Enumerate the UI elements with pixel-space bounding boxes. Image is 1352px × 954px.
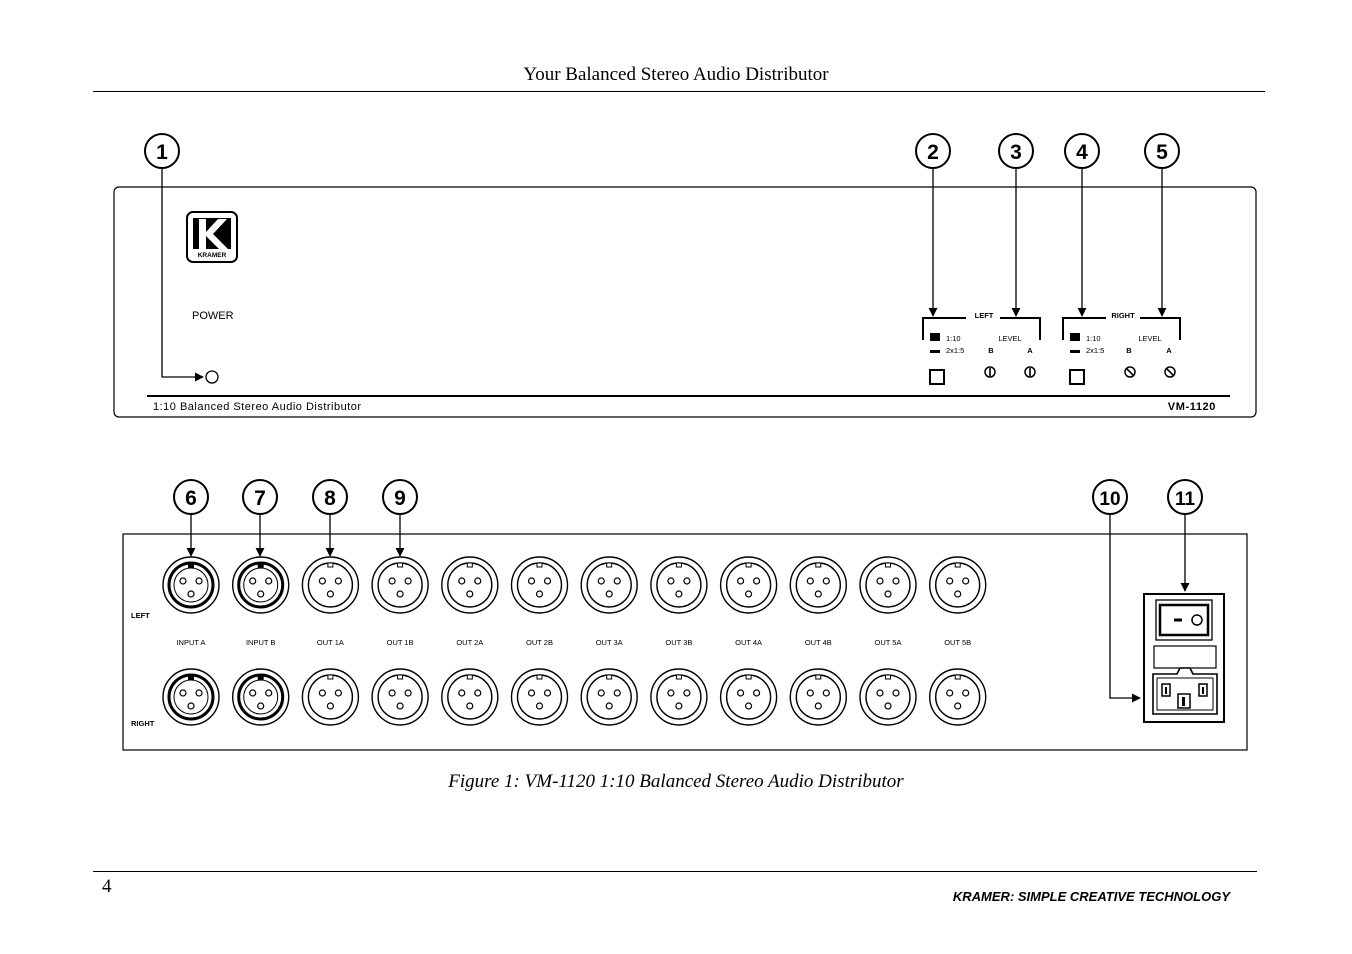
left-out-3b-xlr-connector[interactable] [651,557,707,613]
right-out-5b-xlr-connector[interactable] [930,669,986,725]
callout-3 [999,134,1033,168]
connector-label: OUT 2B [526,638,553,647]
callout-7 [243,480,277,514]
kramer-logo-text: KRAMER [197,252,227,259]
left-level-label: LEVEL [998,334,1022,343]
right-out-5a-xlr-connector[interactable] [860,669,916,725]
power-led [206,371,218,383]
svg-text:7: 7 [254,487,266,510]
callout-9 [383,480,417,514]
svg-text:4: 4 [1076,141,1088,164]
footer-tagline: KRAMER: SIMPLE CREATIVE TECHNOLOGY [952,889,1230,904]
svg-text:3: 3 [1010,141,1022,164]
right-level-label: LEVEL [1138,334,1162,343]
rear-left-row-label: LEFT [131,611,150,620]
right-out-1b-xlr-connector[interactable] [372,669,428,725]
connector-label: OUT 4A [735,638,763,647]
left-b-label: B [988,346,994,355]
callout-2 [916,134,950,168]
connector-label: INPUT B [245,638,276,647]
footer-rule [93,871,1257,872]
callout-11 [1168,480,1202,514]
left-out-5b-xlr-connector[interactable] [930,557,986,613]
callout-5 [1145,134,1179,168]
left-mode-2-label: 2x1:5 [946,346,965,355]
left-level-a-trimmer[interactable] [1025,367,1035,377]
right-mode-2-label: 2x1:5 [1086,346,1105,355]
right-input-a-xlr-connector[interactable] [163,669,219,725]
callout-10 [1093,480,1127,514]
kramer-logo [187,212,237,262]
left-mode-button[interactable] [930,370,944,384]
left-out-3a-xlr-connector[interactable] [581,557,637,613]
connector-label: OUT 4B [804,638,832,647]
right-out-3a-xlr-connector[interactable] [581,669,637,725]
right-control-group [1063,311,1180,384]
right-level-a-trimmer[interactable] [1165,367,1175,377]
page-number: 4 [102,876,112,897]
mode-2-indicator-icon [930,350,940,353]
model-label: VM-1120 [1167,401,1216,413]
callout-1-leader [162,168,203,377]
left-out-2b-xlr-connector[interactable] [512,557,568,613]
connector-label: OUT 3A [595,638,623,647]
left-control-group [923,311,1040,384]
left-out-5a-xlr-connector[interactable] [860,557,916,613]
rear-right-row-label: RIGHT [131,719,155,728]
connector-label: OUT 5A [874,638,902,647]
left-level-b-trimmer[interactable] [985,367,995,377]
left-input-a-xlr-connector[interactable] [163,557,219,613]
svg-text:11: 11 [1174,489,1196,510]
left-out-1b-xlr-connector[interactable] [372,557,428,613]
xlr-connectors [163,557,986,725]
svg-text:8: 8 [324,487,336,510]
mode-1-indicator-icon [930,333,940,341]
callout-6 [174,480,208,514]
mains-power-socket[interactable] [1153,668,1217,714]
product-description: 1:10 Balanced Stereo Audio Distributor [153,401,362,413]
power-rocker-switch[interactable] [1160,605,1208,635]
right-b-label: B [1126,346,1132,355]
left-out-4a-xlr-connector[interactable] [721,557,777,613]
connector-label: OUT 1A [316,638,344,647]
connector-label: INPUT A [176,638,206,647]
right-out-4a-xlr-connector[interactable] [721,669,777,725]
right-a-label: A [1166,346,1172,355]
left-mode-1-label: 1:10 [946,334,961,343]
mode-1-indicator-icon [1070,333,1080,341]
svg-text:10: 10 [1099,489,1121,510]
left-input-b-xlr-connector[interactable] [233,557,289,613]
right-mode-button[interactable] [1070,370,1084,384]
figure-caption: Figure 1: VM-1120 1:10 Balanced Stereo Audio Distributor [448,771,904,792]
callout-1 [145,134,179,168]
callout-10-leader [1110,514,1140,698]
right-out-1a-xlr-connector[interactable] [302,669,358,725]
left-out-1a-xlr-connector[interactable] [302,557,358,613]
power-label: POWER [192,310,234,322]
right-mode-1-label: 1:10 [1086,334,1101,343]
page-header-title: Your Balanced Stereo Audio Distributor [523,64,829,85]
callout-4 [1065,134,1099,168]
right-input-b-xlr-connector[interactable] [233,669,289,725]
right-level-b-trimmer[interactable] [1125,367,1135,377]
connector-label: OUT 5B [944,638,972,647]
left-group-title: LEFT [974,311,994,320]
svg-text:9: 9 [394,487,406,510]
svg-text:5: 5 [1156,141,1168,164]
svg-text:1: 1 [156,141,168,164]
connector-labels [176,638,971,647]
svg-text:2: 2 [927,141,939,164]
fuse-holder [1154,646,1216,668]
connector-label: OUT 3B [665,638,693,647]
right-out-4b-xlr-connector[interactable] [790,669,846,725]
svg-text:6: 6 [185,487,197,510]
left-out-2a-xlr-connector[interactable] [442,557,498,613]
right-out-2b-xlr-connector[interactable] [512,669,568,725]
mode-2-indicator-icon [1070,350,1080,353]
right-out-3b-xlr-connector[interactable] [651,669,707,725]
right-out-2a-xlr-connector[interactable] [442,669,498,725]
right-group-title: RIGHT [1111,311,1135,320]
left-a-label: A [1027,346,1033,355]
power-module [1144,594,1224,722]
connector-label: OUT 1B [386,638,414,647]
connector-label: OUT 2A [456,638,484,647]
left-out-4b-xlr-connector[interactable] [790,557,846,613]
callout-8 [313,480,347,514]
